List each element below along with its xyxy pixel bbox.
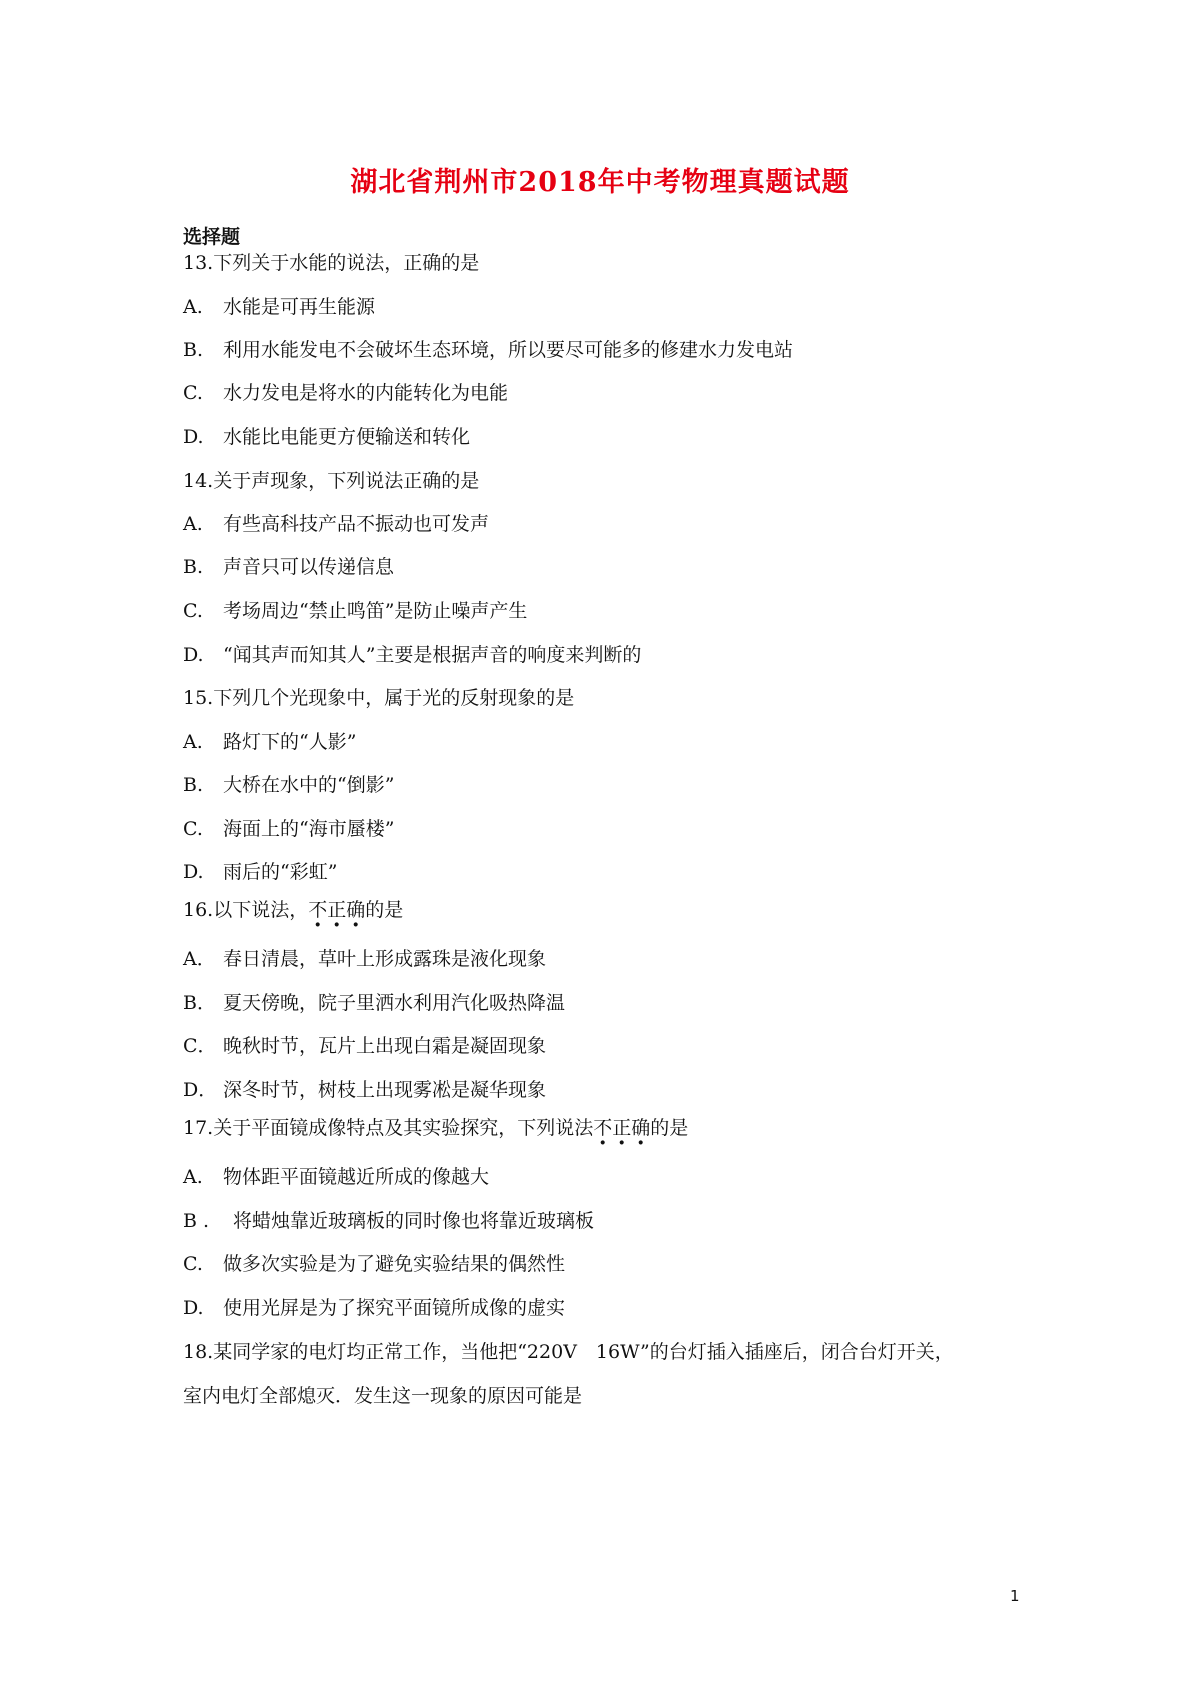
option-letter: B.: [183, 556, 204, 578]
question-stem: 14.关于声现象，下列说法正确的是: [183, 470, 480, 492]
question-stem-continuation: 室内电灯全部熄灭．发生这一现象的原因可能是: [183, 1385, 583, 1407]
option: [183, 552, 394, 579]
question-stem-text: 16.以下说法，: [183, 899, 309, 921]
option-text: 春日清晨，草叶上形成露珠是液化现象: [223, 948, 547, 970]
option-letter: A.: [183, 731, 203, 753]
option-text: 海面上的“海市蜃楼”: [223, 818, 395, 840]
option-letter: D.: [183, 861, 204, 883]
emphasis-dotted-text: [308, 899, 365, 921]
option: [183, 335, 793, 362]
option: [183, 596, 527, 623]
option: [183, 422, 470, 449]
option: [183, 944, 546, 971]
option-letter: B.: [183, 339, 204, 361]
option-letter: C.: [183, 600, 203, 622]
option: [183, 857, 337, 884]
option-letter: C．: [183, 1035, 217, 1057]
option-text: 使用光屏是为了探究平面镜所成像的虚实: [223, 1297, 566, 1319]
option: [183, 1293, 565, 1320]
page-number: 1: [1010, 1587, 1020, 1605]
section-heading: 选择题: [183, 226, 241, 248]
option-letter: A.: [183, 1166, 203, 1188]
option-letter: D.: [183, 1297, 204, 1319]
emphasis-dotted-text: [593, 1117, 650, 1139]
option-letter: D．: [183, 1079, 218, 1101]
option: [183, 509, 489, 536]
emphasis-char: 正: [612, 1117, 632, 1139]
option: [183, 727, 356, 754]
option-letter: C.: [183, 1253, 203, 1275]
option: [183, 770, 394, 797]
option-letter: D.: [183, 426, 204, 448]
question-stem: 18.某同学家的电灯均正常工作，当他把“220V 16W”的台灯插入插座后，闭合台灯开关，: [183, 1341, 954, 1363]
option-text: 晚秋时节，瓦片上出现白霜是凝固现象: [223, 1035, 547, 1057]
question-stem-text: 17.关于平面镜成像特点及其实验探究，下列说法: [183, 1117, 594, 1139]
option-text: 大桥在水中的“倒影”: [223, 774, 395, 796]
emphasis-char: 正: [327, 899, 347, 921]
option-text: 有些高科技产品不振动也可发声: [223, 513, 490, 535]
emphasis-char: 确: [631, 1117, 651, 1139]
option-text: 声音只可以传递信息: [223, 556, 395, 578]
option-letter: A.: [183, 296, 203, 318]
page-title: 湖北省荆州市2018年中考物理真题试题: [350, 167, 850, 198]
option-letter: B .: [183, 1210, 210, 1232]
emphasis-char: 确: [346, 899, 366, 921]
question-stem-text: 的是: [365, 899, 404, 921]
option-letter: C.: [183, 382, 203, 404]
option: [183, 814, 394, 841]
option-text: 将蜡烛靠近玻璃板的同时像也将靠近玻璃板: [233, 1210, 595, 1232]
option: [183, 1206, 594, 1233]
option-text: 路灯下的“人影”: [223, 731, 357, 753]
option: [183, 1075, 546, 1102]
question-stem: [183, 1113, 688, 1140]
option-letter: A．: [183, 948, 216, 970]
option-text: 利用水能发电不会破坏生态环境，所以要尽可能多的修建水力发电站: [223, 339, 794, 361]
option-text: 水能是可再生能源: [223, 296, 376, 318]
option-text: 深冬时节，树枝上出现雾凇是凝华现象: [223, 1079, 547, 1101]
option-text: 水能比电能更方便输送和转化: [223, 426, 471, 448]
option-text: 做多次实验是为了避免实验结果的偶然性: [223, 1253, 566, 1275]
option-text: 物体距平面镜越近所成的像越大: [223, 1166, 490, 1188]
emphasis-char: 不: [308, 899, 328, 921]
option: [183, 378, 508, 405]
option: [183, 292, 375, 319]
option: [183, 1162, 489, 1189]
option-text: 雨后的“彩虹”: [223, 861, 338, 883]
option-letter: D.: [183, 644, 204, 666]
option: [183, 988, 565, 1015]
option-letter: A.: [183, 513, 203, 535]
option-letter: B.: [183, 774, 204, 796]
option: [183, 1249, 565, 1276]
option: [183, 640, 641, 667]
option-text: 夏天傍晚，院子里洒水利用汽化吸热降温: [223, 992, 566, 1014]
question-stem: 13.下列关于水能的说法，正确的是: [183, 252, 480, 274]
option-text: 考场周边“禁止鸣笛”是防止噪声产生: [223, 600, 528, 622]
option-text: 水力发电是将水的内能转化为电能: [223, 382, 509, 404]
question-stem: [183, 895, 403, 922]
option: [183, 1031, 546, 1058]
question-stem: 15.下列几个光现象中，属于光的反射现象的是: [183, 687, 575, 709]
question-stem-text: 的是: [650, 1117, 689, 1139]
option-letter: B．: [183, 992, 216, 1014]
option-letter: C.: [183, 818, 203, 840]
emphasis-char: 不: [593, 1117, 613, 1139]
option-text: “闻其声而知其人”主要是根据声音的响度来判断的: [223, 644, 642, 666]
